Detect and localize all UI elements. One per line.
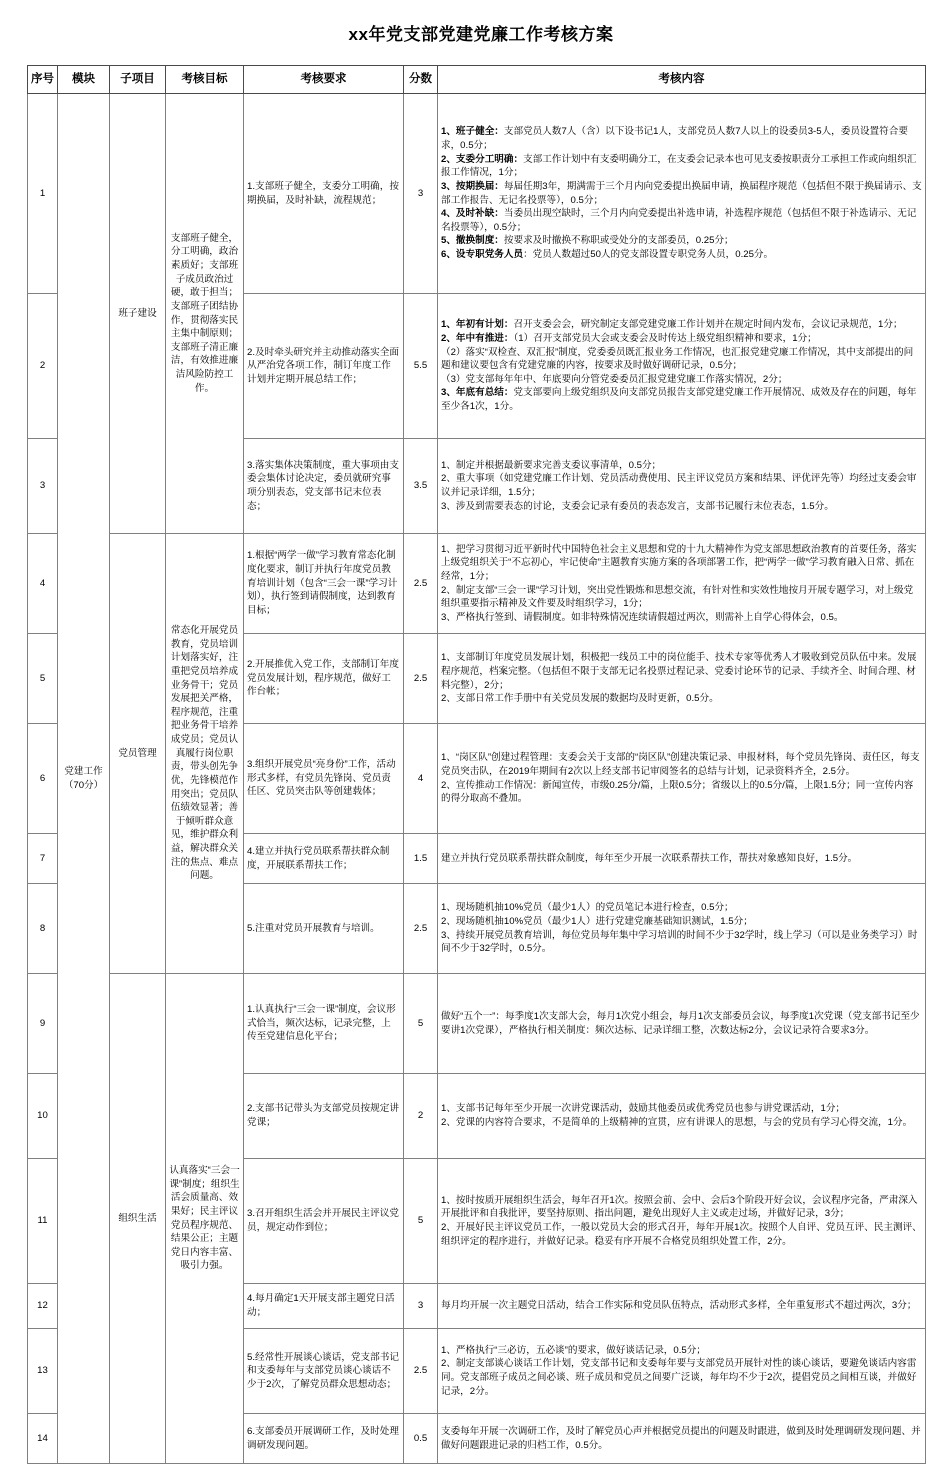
cell-seq[interactable]: 2 — [28, 294, 58, 439]
cell-requirement[interactable]: 1.根据“两学一做”学习教育常态化制度化要求，制订并执行年度党员教育培训计划（包含“三会一课”学习计划），执行签到请假制度，达到教育目标； — [244, 534, 404, 634]
cell-seq[interactable]: 11 — [28, 1159, 58, 1284]
cell-content[interactable] — [438, 1414, 926, 1464]
content-line-text: 每届任期3年，期满需于三个月内向党委提出换届申请，换届程序规范（包括但不限于换届请示、支部工作报告、无记名投票等），0.5分； — [441, 180, 922, 206]
content-line — [441, 751, 922, 778]
content-line — [441, 1221, 922, 1248]
cell-sub-item[interactable]: 班子建设 — [110, 94, 166, 534]
content-line — [441, 543, 922, 584]
content-line — [441, 153, 922, 180]
content-line — [441, 500, 922, 514]
content-line-text: ：党员人数超过50人的党支部设置专职党务人员，0.25分。 — [523, 248, 774, 260]
cell-score[interactable]: 2.5 — [404, 1329, 438, 1414]
content-line-text: 党支部要向上级党组织及向支部党员报告支部党建党廉工作开展情况、成效及存在的问题，每年至少各1次，1分。 — [441, 387, 917, 413]
content-line — [441, 852, 922, 866]
content-line — [441, 779, 922, 806]
cell-score[interactable]: 5 — [404, 1159, 438, 1284]
cell-requirement[interactable]: 3.召开组织生活会并开展民主评议党员，规定动作到位； — [244, 1159, 404, 1284]
content-line-text: 支委每年开展一次调研工作，及时了解党员心声并根据党员提出的问题及时跟进，做到及时处理调研发现问题、并做好问题跟进记录的归档工作，0.5分。 — [441, 1425, 921, 1451]
cell-seq[interactable]: 10 — [28, 1074, 58, 1159]
cell-seq[interactable]: 7 — [28, 834, 58, 884]
cell-requirement[interactable]: 1.支部班子健全，支委分工明确，按期换届，及时补缺，流程规范； — [244, 94, 404, 294]
content-line — [441, 584, 922, 611]
cell-score[interactable]: 4 — [404, 724, 438, 834]
cell-score[interactable]: 2.5 — [404, 634, 438, 724]
content-line-text: 3、持续开展党员教育培训，每位党员每年集中学习培训的时间不少于32学时，线上学习（可以是业务类学习）时间不少于32学时，0.5分。 — [441, 929, 918, 955]
content-line-text: 2、宣传推动工作情况：新闻宣传，市级0.25分/篇，上限0.5分；省级以上的0.5分/篇，上限1.5分；同一宣传内容的得分取高不叠加。 — [441, 779, 914, 805]
content-line — [441, 346, 922, 373]
content-line-text: 2、重大事项（如党建党廉工作计划、党员活动费使用、民主评议党员方案和结果、评优评先等）均经过支委会审议并记录详细，1.5分； — [441, 473, 917, 498]
cell-requirement[interactable]: 2.支部书记带头为支部党员按规定讲党课； — [244, 1074, 404, 1159]
cell-content[interactable] — [438, 1329, 926, 1414]
content-line — [441, 1299, 922, 1313]
table-body — [28, 94, 926, 1464]
cell-content[interactable] — [438, 439, 926, 534]
header-sub-item: 子项目 — [110, 66, 166, 94]
header-module: 模块 — [58, 66, 110, 94]
header-goal: 考核目标 — [166, 66, 244, 94]
cell-score[interactable]: 2.5 — [404, 884, 438, 974]
content-line-label: 2、年中有推进： — [441, 332, 514, 344]
content-line-text: 1、支部制订年度党员发展计划，积极把一线员工中的岗位能手、技术专家等优秀人才吸收到党员队伍中来。发展程序规范，档案完整。（包括但不限于支部无记名投票过程记录、党委讨论环节的记录、手续齐全、时间合理、材料完整），2分； — [441, 652, 917, 691]
table-row — [28, 534, 926, 634]
cell-sub-item[interactable]: 党员管理 — [110, 534, 166, 974]
content-line-label: 6、设专职党务人员 — [441, 248, 524, 260]
cell-score[interactable]: 3.5 — [404, 439, 438, 534]
cell-content[interactable] — [438, 1074, 926, 1159]
cell-seq[interactable]: 1 — [28, 94, 58, 294]
content-line — [441, 332, 922, 346]
cell-goal[interactable]: 认真落实“三会一课”制度；组织生活会质量高、效果好；民主评议党员程序规范、结果公正；主题党日内容丰富、吸引力强。 — [166, 974, 244, 1464]
content-line — [441, 125, 922, 152]
content-line-text: 支部党员人数7人（含）以下设书记1人，支部党员人数7人以上的设委员3-5人，委员设置符合要求，0.5分； — [441, 126, 908, 152]
cell-goal[interactable]: 支部班子健全，分工明确，政治素质好；支部班子成员政治过硬，敢于担当；支部班子团结协作，贯彻落实民主集中制原则；支部班子清正廉洁，有效推进廉洁风险防控工作。 — [166, 94, 244, 534]
content-line-text: 2、制定支部谈心谈话工作计划，党支部书记和支委每年要与支部党员开展针对性的谈心谈话，要避免谈话内容雷同。党支部班子成员之间必谈、班子成员和党员之间要广泛谈，每年均不少于2次，提倡党员之间相互谈，并做好记录，2分。 — [441, 1358, 917, 1397]
content-line — [441, 611, 922, 625]
cell-sub-item[interactable]: 组织生活 — [110, 974, 166, 1464]
content-line — [441, 1344, 922, 1358]
content-line — [441, 318, 922, 332]
content-line-text: 支部工作计划中有支委明确分工，在支委会记录本也可见支委按职责分工承担工作或向组织汇报工作情况，1分； — [441, 153, 917, 179]
cell-content[interactable] — [438, 534, 926, 634]
content-line-label: 4、及时补缺： — [441, 208, 504, 220]
content-line — [441, 386, 922, 413]
content-line-text: 3、涉及到需要表态的讨论，支委会记录有委员的表态发言，支部书记履行末位表态，1.5分。 — [441, 500, 834, 512]
title-bar — [0, 0, 950, 65]
content-line-text: 当委员出现空缺时，三个月内向党委提出补选申请，补选程序规范（包括但不限于补选请示、无记名投票等），0.5分； — [441, 208, 917, 233]
cell-score[interactable]: 5.5 — [404, 294, 438, 439]
cell-requirement[interactable]: 6.支部委员开展调研工作，及时处理调研发现问题。 — [244, 1414, 404, 1464]
content-line — [441, 915, 922, 929]
cell-requirement[interactable]: 3.组织开展党员“亮身份”工作，活动形式多样，有党员先锋岗、党员责任区、党员突击队等创建载体； — [244, 724, 404, 834]
cell-seq[interactable]: 3 — [28, 439, 58, 534]
content-line — [441, 234, 922, 248]
cell-requirement[interactable]: 1.认真执行“三会一课”制度，会议形式恰当，频次达标，记录完整，上传至党建信息化平台； — [244, 974, 404, 1074]
table-row — [28, 94, 926, 294]
cell-score[interactable]: 5 — [404, 974, 438, 1074]
content-line — [441, 1194, 922, 1221]
cell-content[interactable] — [438, 884, 926, 974]
content-line-text: 2、开展好民主评议党员工作，一般以党员大会的形式召开，每年开展1次。按照个人自评、党员互评、民主测评、组织评定的程序进行，并做好记录。稳妥有序开展不合格党员组织处置工作，2分。 — [441, 1222, 922, 1247]
cell-requirement[interactable]: 5.注重对党员开展教育与培训。 — [244, 884, 404, 974]
cell-seq[interactable]: 13 — [28, 1329, 58, 1414]
content-line — [441, 459, 922, 473]
content-line-label: 1、班子健全： — [441, 126, 504, 138]
content-line — [441, 1010, 922, 1037]
content-line-text: （3）党支部每年年中、年底要向分管党委委员汇报党建党廉工作落实情况，2分； — [441, 373, 788, 385]
content-line — [441, 1116, 922, 1130]
header-requirement: 考核要求 — [244, 66, 404, 94]
cell-seq[interactable]: 6 — [28, 724, 58, 834]
cell-content[interactable] — [438, 834, 926, 884]
content-line-label: 3、年底有总结： — [441, 387, 514, 399]
content-line-label: 3、按期换届： — [441, 180, 504, 192]
cell-requirement[interactable]: 4.每月确定1天开展支部主题党日活动； — [244, 1284, 404, 1329]
content-line — [441, 1425, 922, 1452]
content-line-text: 2、党课的内容符合要求，不是简单的上级精神的宣贯，应有讲课人的思想，与会的党员有学习心得交流，1分。 — [441, 1117, 913, 1128]
content-line-text: 1、严格执行“三必访，五必谈”的要求，做好谈话记录，0.5分； — [441, 1344, 706, 1356]
cell-goal[interactable]: 常态化开展党员教育，党员培训计划落实好，注重把党员培养成业务骨干；党员发展把关严格，程序规范，注重把业务骨干培养成党员；党员认真履行岗位职责，带头创先争优，先锋模范作用突出；党员队伍绩效显著；善于倾听群众意见，维护群众利益，解决群众关注的焦点、难点问题。 — [166, 534, 244, 974]
content-line — [441, 929, 922, 956]
cell-content[interactable] — [438, 634, 926, 724]
content-line — [441, 180, 922, 207]
header-seq: 序号 — [28, 66, 58, 94]
cell-score[interactable]: 2 — [404, 1074, 438, 1159]
content-line — [441, 692, 922, 706]
page-title: xx年党支部党建党廉工作考核方案 — [348, 25, 614, 44]
cell-score[interactable]: 3 — [404, 94, 438, 294]
content-line-text: 1、“岗区队”创建过程管理：支委会关于支部的“岗区队”创建决策记录、申报材料，每个党员先锋岗、责任区，每支党员突击队，在2019年期间有2次以上经支部书记审阅签名的总结与计划，记录资料齐全，2.5分。 — [441, 752, 920, 777]
header-row — [28, 66, 926, 94]
cell-requirement[interactable]: 3.落实集体决策制度，重大事项由支委会集体讨论决定，委员就研究事项分别表态，党支部书记末位表态； — [244, 439, 404, 534]
content-line-text: 1、现场随机抽10%党员（最少1人）的党员笔记本进行检查，0.5分； — [441, 902, 734, 914]
cell-requirement[interactable]: 4.建立并执行党员联系帮扶群众制度，开展联系帮扶工作； — [244, 834, 404, 884]
content-line — [441, 1357, 922, 1398]
cell-seq[interactable]: 12 — [28, 1284, 58, 1329]
cell-content[interactable] — [438, 974, 926, 1074]
cell-content[interactable] — [438, 724, 926, 834]
cell-seq[interactable]: 4 — [28, 534, 58, 634]
content-line — [441, 373, 922, 387]
content-line-text: 1、把学习贯彻习近平新时代中国特色社会主义思想和党的十九大精神作为党支部思想政治教育的首要任务，落实上级党组织关于“不忘初心，牢记使命”主题教育实施方案的各项部署工作，把“两学一做”学习教育融入日常、抓在经常，1分； — [441, 543, 917, 582]
content-line-text: 1、制定并根据最新要求完善支委议事清单，0.5分； — [441, 459, 662, 471]
cell-score[interactable]: 3 — [404, 1284, 438, 1329]
content-line-text: 2、支部日常工作手册中有关党员发展的数据均及时更新，0.5分。 — [441, 693, 719, 705]
content-line — [441, 248, 922, 262]
cell-seq[interactable]: 8 — [28, 884, 58, 974]
cell-seq[interactable]: 14 — [28, 1414, 58, 1464]
content-line — [441, 651, 922, 692]
content-line-label: 2、支委分工明确： — [441, 153, 524, 165]
cell-content[interactable] — [438, 294, 926, 439]
cell-content[interactable] — [438, 1159, 926, 1284]
content-line-text: 做好“五个一”：每季度1次支部大会，每月1次党小组会，每月1次支部委员会议，每季度1次党课（党支部书记至少要讲1次党课），严格执行相关制度：频次达标、记录详细工整，次数达标2分，会议记录符合要求3分。 — [441, 1010, 920, 1036]
content-line-text: 1、支部书记每年至少开展一次讲党课活动，鼓励其他委员或优秀党员也参与讲党课活动，1分； — [441, 1103, 846, 1115]
content-line-text: 建立并执行党员联系帮扶群众制度，每年至少开展一次联系帮扶工作，帮扶对象感知良好，1.5分。 — [441, 852, 858, 864]
content-line-label: 1、年初有计划： — [441, 319, 514, 331]
header-content: 考核内容 — [438, 66, 926, 94]
cell-requirement[interactable]: 2.及时牵头研究并主动推动落实全面从严治党各项工作，制订年度工作计划并定期开展总结工作； — [244, 294, 404, 439]
content-line-text: 2、制定支部“三会一课”学习计划，突出党性锻炼和思想交流，有针对性和实效性地按月开展专题学习，对上级党组织重要指示精神及文件要及时组织学习，1分； — [441, 584, 914, 610]
cell-requirement[interactable]: 5.经常性开展谈心谈话，党支部书记和支委每年与支部党员谈心谈话不少于2次，了解党员群众思想动态； — [244, 1329, 404, 1414]
content-line — [441, 901, 922, 915]
table-row — [28, 974, 926, 1074]
content-line-text: 按要求及时撤换不称职或受处分的支部委员，0.25分； — [503, 235, 734, 247]
header-score: 分数 — [404, 66, 438, 94]
cell-seq[interactable]: 5 — [28, 634, 58, 724]
content-line-text: 2、现场随机抽10%党员（最少1人）进行党建党廉基础知识测试，1.5分； — [441, 915, 753, 927]
content-line-text: （1）召开支部党员大会或支委会及时传达上级党组织精神和要求，1分； — [513, 332, 817, 344]
content-line — [441, 472, 922, 499]
cell-content[interactable] — [438, 1284, 926, 1329]
cell-score[interactable]: 1.5 — [404, 834, 438, 884]
cell-seq[interactable]: 9 — [28, 974, 58, 1074]
cell-module[interactable]: 党建工作（70分） — [58, 94, 110, 1464]
assessment-table — [27, 65, 926, 1464]
content-line-text: 1、按时按质开展组织生活会，每年召开1次。按照会前、会中、会后3个阶段开好会议，会议程序完备，严肃深入开展批评和自我批评，要坚持原则、指出问题，避免出现好人主义或走过场，并做好记录，3分； — [441, 1194, 918, 1220]
table-header — [28, 66, 926, 94]
content-line — [441, 1102, 922, 1116]
content-line-label: 5、撤换制度： — [441, 235, 504, 247]
cell-score[interactable]: 2.5 — [404, 534, 438, 634]
cell-score[interactable]: 0.5 — [404, 1414, 438, 1464]
content-line-text: 每月均开展一次主题党日活动，结合工作实际和党员队伍特点，活动形式多样，全年重复形式不超过两次，3分； — [441, 1300, 917, 1312]
content-line-text: 召开支委会会，研究制定支部党建党廉工作计划并在规定时间内发布，会议记录规范，1分； — [513, 319, 903, 331]
cell-requirement[interactable]: 2.开展推优入党工作，支部制订年度党员发展计划，程序规范，做好工作台帐； — [244, 634, 404, 724]
content-line-text: 3、严格执行签到、请假制度。如非特殊情况连续请假超过两次，则需补上自学心得体会，0.5。 — [441, 611, 844, 623]
cell-content[interactable] — [438, 94, 926, 294]
content-line-text: （2）落实“双检查、双汇报”制度，党委委员既汇报业务工作情况，也汇报党建党廉工作情况，其中支部提出的问题和建议要包含有党建党廉的内容，按要求及时做好调研记录，0.5分； — [441, 346, 914, 372]
content-line — [441, 207, 922, 234]
